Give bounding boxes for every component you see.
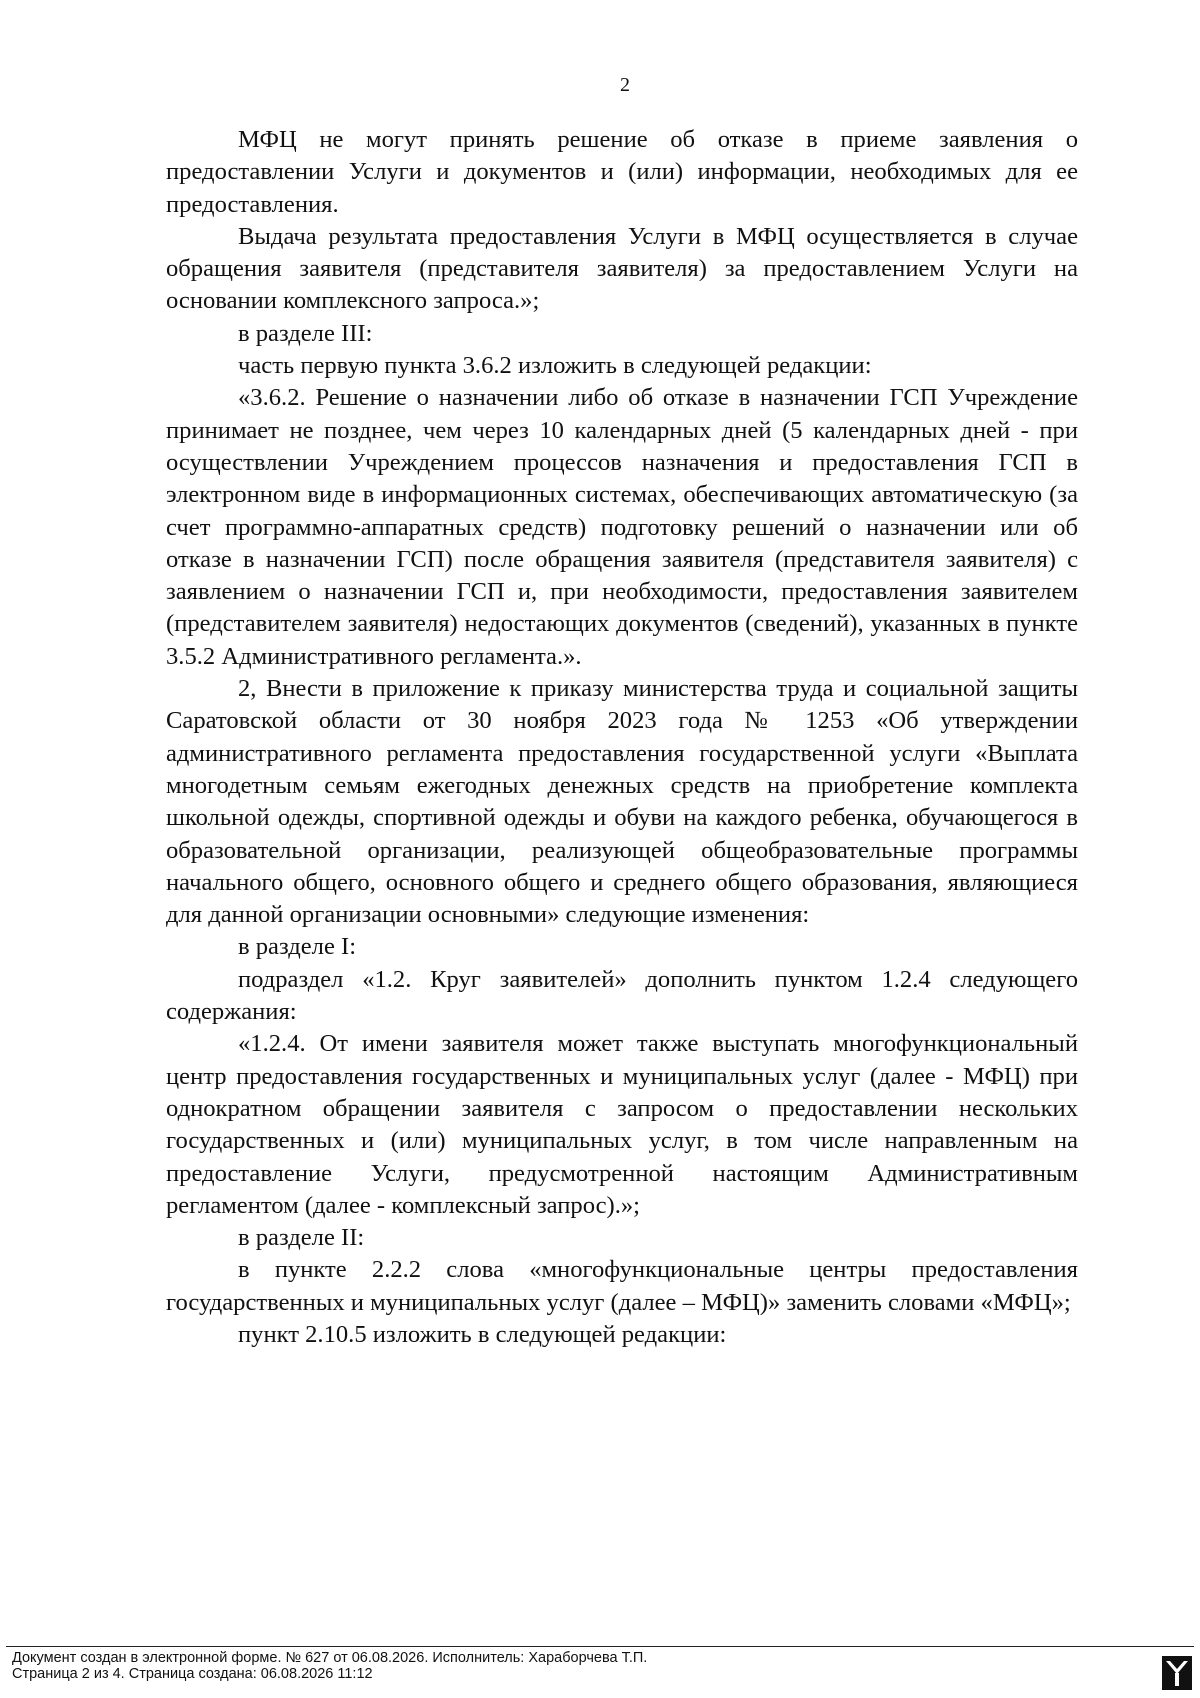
document-body — [166, 124, 1078, 1351]
paragraph: МФЦ не могут принять решение об отказе в приеме заявления о предоставлении Услуги и документов и (или) информации, необходимых для ее предоставления. — [166, 126, 1078, 218]
paragraph: «1.2.4. От имени заявителя может также выступать многофункциональный центр предоставления государственных и муниципальных услуг (далее - МФЦ) при однократном обращении заявителя с запросом о предоставлении нескольких государственных и (или) муниципальных услуг, в том числе направленным на предоставление Услуги, предусмотренной настоящим Административным регламентом (далее - комплексный запрос).»; — [166, 1030, 1078, 1219]
paragraph: часть первую пункта 3.6.2 изложить в следующей редакции: — [238, 352, 872, 380]
paragraph: Выдача результата предоставления Услуги в МФЦ осуществляется в случае обращения заявителя (представителя заявителя) за предоставлением Услуги на основании комплексного запроса.»; — [166, 222, 1078, 315]
paragraph: 2, Внести в приложение к приказу министерства труда и социальной защиты Саратовской области от 30 ноября 2023 года № 1253 «Об утверждении административного регламента предоставления государственной услуги «Выплата многодетным семьям ежегодных денежных средств на приобретение комплекта школьной одежды, спортивной одежды и обуви на каждого ребенка, обучающегося в образовательной организации, реализующей общеобразовательные программы начального общего, основного общего и среднего общего образования, являющиеся для данной организации основными» следующие изменения: — [166, 675, 1078, 929]
paragraph: в разделе I: — [238, 933, 357, 961]
footer-line-page-info: Страница 2 из 4. Страница создана: 06.08.2026 11:12 — [12, 1666, 373, 1682]
paragraph: в пункте 2.2.2 слова «многофункциональные центры предоставления государственных и муниципальных услуг (далее – МФЦ)» заменить словами «МФЦ»; — [166, 1256, 1078, 1316]
paragraph: пункт 2.10.5 изложить в следующей редакции: — [238, 1320, 727, 1348]
paragraph: в разделе III: — [238, 319, 373, 347]
page-number: 2 — [620, 74, 630, 96]
document-footer — [12, 1650, 647, 1682]
footer-divider — [6, 1646, 1194, 1647]
document-system-logo-icon — [1162, 1656, 1192, 1690]
paragraph: «3.6.2. Решение о назначении либо об отказе в назначении ГСП Учреждение принимает не позднее, чем через 10 календарных дней (5 календарных дней - при осуществлении Учреждением процессов назначения и предоставления ГСП в электронном виде в информационных системах, обеспечивающих автоматическую (за счет программно-аппаратных средств) подготовку решений о назначении или об отказе в назначении ГСП) после обращения заявителя (представителя заявителя) с заявлением о назначении ГСП и, при необходимости, предоставления заявителем (представителем заявителя) недостающих документов (сведений), указанных в пункте 3.5.2 Административного регламента.». — [166, 384, 1078, 670]
footer-line-document-info: Документ создан в электронной форме. № 627 от 06.08.2026. Исполнитель: Хараборчева Т.П. — [12, 1650, 648, 1666]
paragraph: подраздел «1.2. Круг заявителей» дополнить пунктом 1.2.4 следующего содержания: — [166, 965, 1078, 1026]
paragraph: в разделе II: — [238, 1224, 365, 1252]
